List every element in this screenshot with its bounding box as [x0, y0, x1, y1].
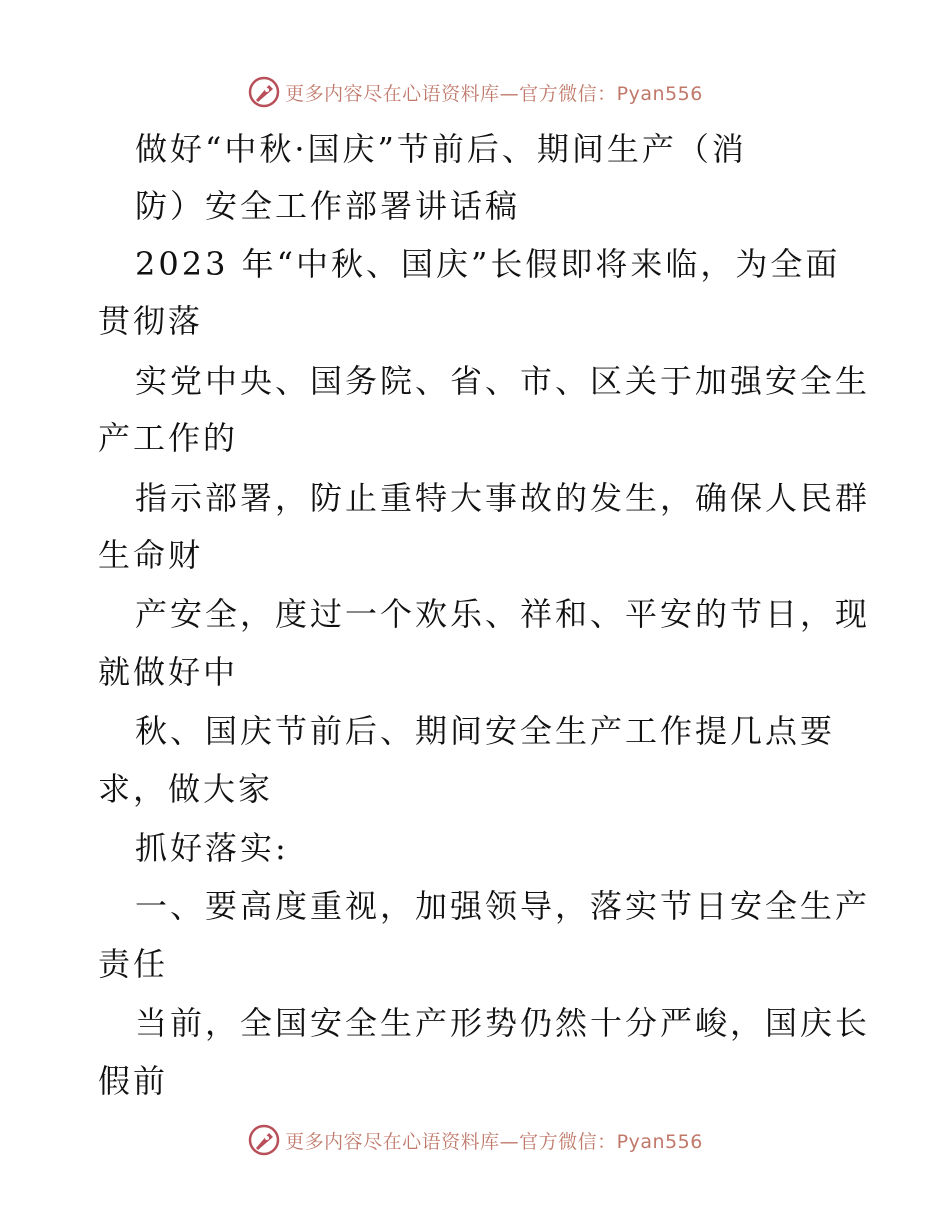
- body-line: 贯彻落: [98, 302, 204, 340]
- footer-banner: [0, 1120, 950, 1160]
- body-line: 秋、国庆节前后、期间安全生产工作提几点要: [135, 712, 836, 750]
- section-heading-cont: 责任: [98, 945, 169, 983]
- body-line: 指示部署，防止重特大事故的发生，确保人民群: [135, 479, 871, 517]
- header-banner: [0, 72, 950, 112]
- body-line: 假前: [98, 1062, 169, 1100]
- section-heading: 一、要高度重视，加强领导，落实节日安全生产: [135, 887, 871, 925]
- banner-text: 更多内容尽在心语资料库—官方微信：Pyan556: [285, 1130, 703, 1153]
- pen-nib-logo-icon: [247, 75, 281, 109]
- title-line-2: 防）安全工作部署讲话稿: [135, 187, 521, 225]
- body-line: 2023 年“中秋、国庆”长假即将来临，为全面: [135, 245, 841, 283]
- pen-nib-logo-icon: [247, 1123, 281, 1157]
- body-line: 抓好落实:: [135, 829, 289, 867]
- banner-text: 更多内容尽在心语资料库—官方微信：Pyan556: [285, 82, 703, 105]
- body-line: 就做好中: [98, 653, 239, 691]
- body-line: 生命财: [98, 536, 204, 574]
- body-line: 当前，全国安全生产形势仍然十分严峻，国庆长: [135, 1004, 871, 1042]
- body-line: 实党中央、国务院、省、市、区关于加强安全生: [135, 362, 871, 400]
- body-line: 求，做大家: [98, 770, 274, 808]
- body-line: 产安全，度过一个欢乐、祥和、平安的节日，现: [135, 595, 871, 633]
- title-line-1: 做好“中秋·国庆”节前后、期间生产（消: [135, 130, 747, 168]
- body-line: 产工作的: [98, 419, 239, 457]
